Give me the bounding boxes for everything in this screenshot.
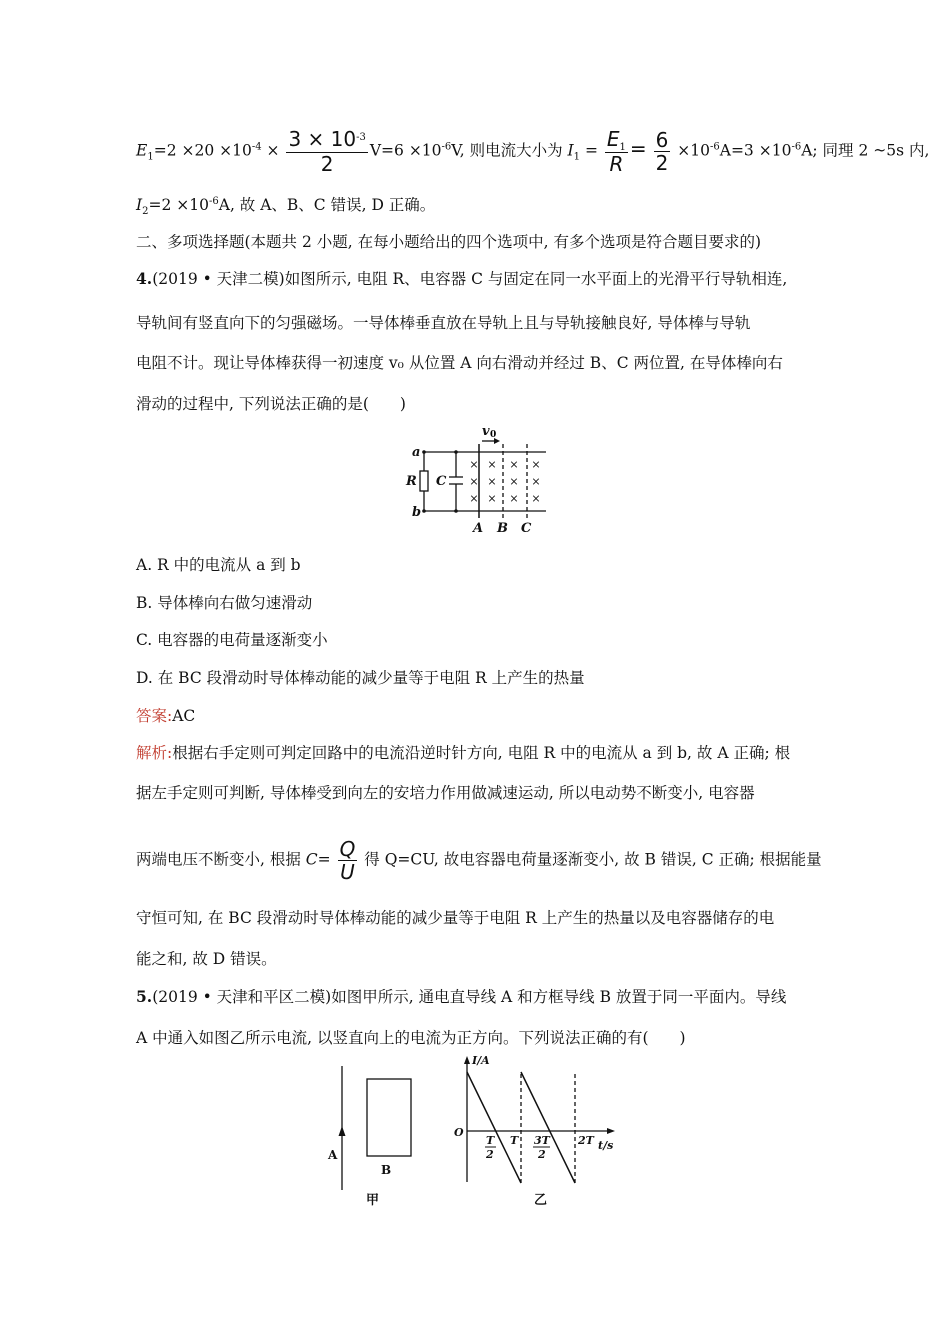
q4-stem-line-2: 导轨间有竖直向下的匀强磁场。一导体棒垂直放在导轨上且与导轨接触良好, 导体棒与导轨 [136, 314, 751, 332]
q4-option-d: D. 在 BC 段滑动时导体棒动能的减少量等于电阻 R 上产生的热量 [136, 669, 585, 687]
q5-number: 5. [136, 987, 153, 1006]
svg-text:×: × [531, 492, 541, 505]
y-axis-label: I/A [472, 1054, 490, 1067]
q4-analysis-line-5: 能之和, 故 D 错误。 [136, 950, 277, 968]
label-resistor: R [406, 474, 417, 489]
label-position-a: A [473, 521, 484, 536]
tick-three-half-t-num: 3T [534, 1134, 550, 1147]
magnetic-field-crosses [469, 458, 540, 505]
tick-three-half-t-den: 2 [538, 1148, 546, 1161]
fraction-i1: $\frac{E_1}{R}$ [606, 127, 626, 176]
svg-text:×: × [469, 458, 479, 471]
q4-analysis-line-1: 解析:根据右手定则可判定回路中的电流沿逆时针方向, 电阻 R 中的电流从 a 到 b, 故 A 正确; 根 [136, 744, 791, 762]
label-v0: v [482, 424, 490, 439]
q4-analysis-line-4: 守恒可知, 在 BC 段滑动时导体棒动能的减少量等于电阻 R 上产生的热量以及电容器储存的电 [136, 909, 775, 927]
q4-source: (2019 • 天津二模) [152, 270, 285, 288]
origin-label: O [454, 1126, 464, 1139]
label-v0-subscript: 0 [490, 430, 497, 440]
q4-analysis-line-3: 两端电压不断变小, 根据 C= $\frac{Q}{U}$ 得 Q=CU, 故电容器电荷量逐渐变小, 故 B 错误, C 正确; 根据能量 [136, 837, 822, 884]
q4-stem-line-4: 滑动的过程中, 下列说法正确的是( ) [136, 395, 406, 413]
tick-t: T [510, 1134, 519, 1147]
label-b: b [412, 505, 422, 520]
svg-text:×: × [509, 475, 519, 488]
svg-text:×: × [487, 492, 497, 505]
q4-number: 4. [136, 269, 153, 288]
fraction-e1: $\frac{3 \times 10^{-3}}{2}$ [288, 127, 366, 176]
tick-two-t: 2T [578, 1134, 594, 1147]
q4-stem-line-1: 4.(2019 • 天津二模)如图所示, 电阻 R、电容器 C 与固定在同一水平面上的光滑平行导轨相连, [136, 269, 788, 288]
q4-circuit-figure [396, 422, 556, 540]
svg-text:×: × [531, 458, 541, 471]
svg-text:×: × [487, 458, 497, 471]
caption-jia: 甲 [366, 1193, 380, 1208]
svg-text:×: × [469, 475, 479, 488]
fraction-q-over-u: $\frac{Q}{U}$ [339, 837, 356, 884]
label-a: a [412, 445, 421, 460]
label-position-c: C [521, 521, 532, 536]
label-position-b: B [497, 521, 508, 536]
label-frame-b: B [381, 1163, 392, 1177]
label-wire-a: A [328, 1148, 338, 1162]
svg-text:×: × [487, 475, 497, 488]
svg-text:×: × [531, 475, 541, 488]
prev-solution-line-1: $E_1=2 \times 20 \times 10^{-4}$ × $\frac{3 \times 10^{-3}}{2}$ $V=6 \times 10^{-6}V$, 则电流大小为 $I_1$ = $\frac{E_1}{R}$ = $\frac{6}{2}$ $\times 10^{-6}A=3 \times 10^{-6}A$; 同理 2 ~5s 内, [136, 127, 930, 176]
q5-figure-jia [320, 1062, 430, 1212]
q5-stem-line-1: 5.(2019 • 天津和平区二模)如图甲所示, 通电直导线 A 和方框导线 B 放置于同一平面内。导线 [136, 987, 787, 1006]
tick-half-t-num: T [486, 1134, 495, 1147]
q4-option-a: A. R 中的电流从 a 到 b [136, 556, 301, 574]
svg-text:×: × [509, 458, 519, 471]
q4-stem-line-3: 电阻不计。现让导体棒获得一初速度 v₀ 从位置 A 向右滑动并经过 B、C 两位置, 在导体棒向右 [136, 354, 783, 372]
answer-label: 答案: [136, 707, 173, 725]
q5-source: (2019 • 天津和平区二模) [152, 988, 332, 1006]
q5-figure-yi [450, 1052, 630, 1212]
x-axis-label: t/s [598, 1139, 614, 1152]
caption-yi: 乙 [534, 1193, 548, 1208]
prev-solution-line-2: $I_2=2 \times 10^{-6}A$, 故 A、B、C 错误, D 正确。 [136, 195, 436, 218]
q4-analysis-line-2: 据左手定则可判断, 导体棒受到向左的安培力作用做减速运动, 所以电动势不断变小, 电容器 [136, 784, 755, 802]
section-heading: 二、多项选择题(本题共 2 小题, 在每小题给出的四个选项中, 有多个选项是符合题目要求的) [136, 233, 762, 251]
svg-text:×: × [509, 492, 519, 505]
analysis-label: 解析: [136, 744, 173, 762]
fraction-i1-value: $\frac{6}{2}$ [655, 128, 669, 175]
q4-option-c: C. 电容器的电荷量逐渐变小 [136, 631, 328, 649]
q4-answer [136, 705, 195, 727]
tick-half-t-den: 2 [486, 1148, 494, 1161]
answer-value: AC [172, 707, 196, 725]
q5-stem-line-2: A 中通入如图乙所示电流, 以竖直向上的电流为正方向。下列说法正确的有( ) [136, 1029, 686, 1047]
label-capacitor: C [436, 474, 447, 489]
q4-option-b: B. 导体棒向右做匀速滑动 [136, 594, 313, 612]
svg-text:×: × [469, 492, 479, 505]
